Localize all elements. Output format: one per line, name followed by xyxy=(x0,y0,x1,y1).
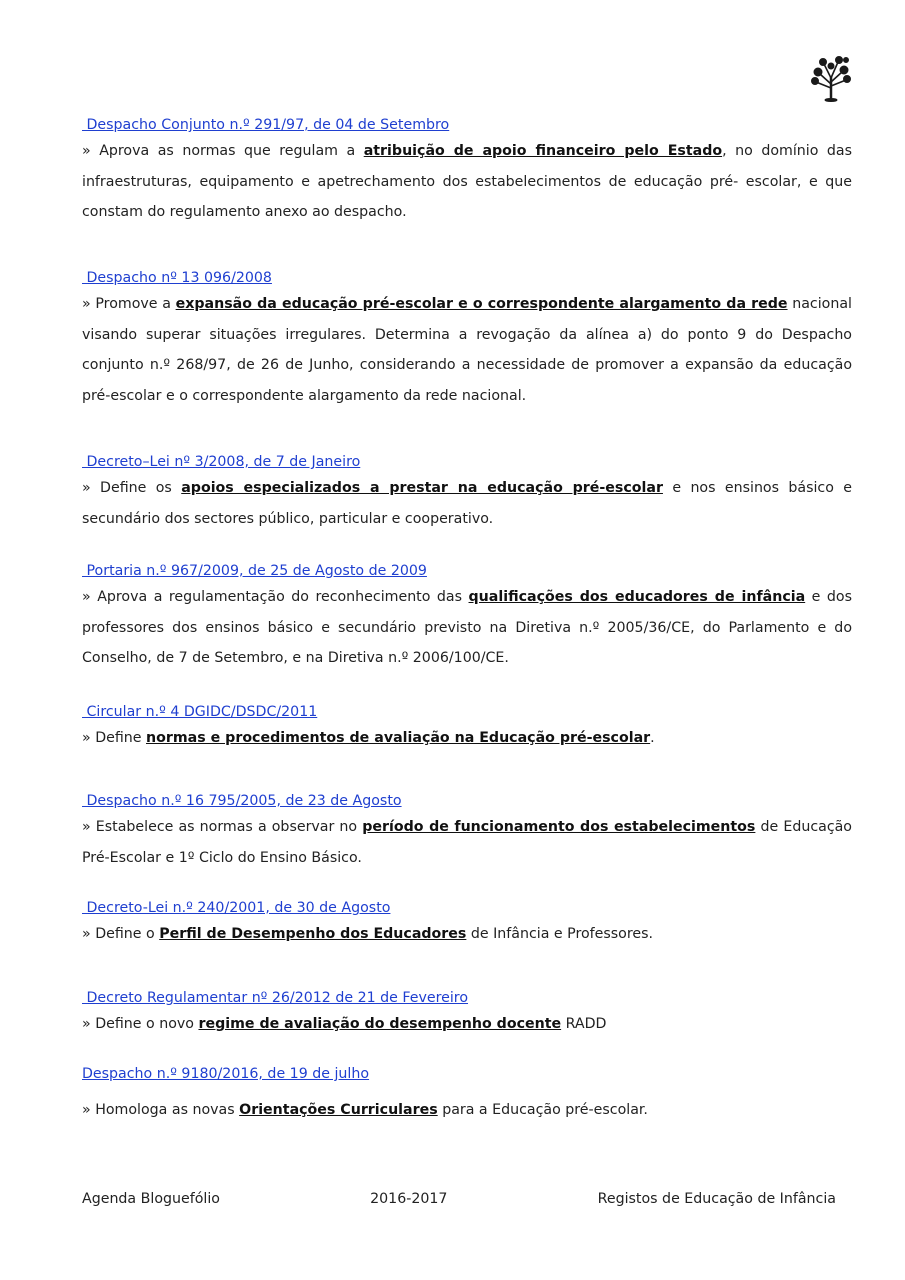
legislation-description: » Aprova as normas que regulam a atribuição de apoio financeiro pelo Estado, no domínio das infraestruturas, equipamento e apetrechamento dos estabelecimentos de educação pré- escolar, e que constam do regulamento anexo ao despacho. xyxy=(82,143,853,220)
legislation-description: » Estabelece as normas a observar no período de funcionamento dos estabelecimentos de Educação Pré-Escolar e 1º Ciclo do Ensino Básico. xyxy=(82,819,852,866)
legislation-description: » Define o Perfil de Desempenho dos Educadores de Infância e Professores. xyxy=(82,926,653,942)
footer-left: Agenda Bloguefólio xyxy=(82,1191,220,1207)
legislation-link[interactable]: Decreto–Lei nº 3/2008, de 7 de Janeiro xyxy=(82,454,361,470)
legislation-entry xyxy=(82,701,852,754)
page-footer xyxy=(82,1191,836,1207)
legislation-link[interactable]: Despacho n.º 16 795/2005, de 23 de Agosto xyxy=(82,793,402,809)
legislation-entry xyxy=(82,790,852,873)
footer-center: 2016-2017 xyxy=(370,1191,448,1207)
legislation-entry xyxy=(82,114,852,228)
legislation-description: » Define os apoios especializados a prestar na educação pré-escolar e nos ensinos básico e secundário dos sectores público, particular e cooperativo. xyxy=(82,480,853,527)
legislation-entry xyxy=(82,267,852,411)
legislation-entry xyxy=(82,987,852,1040)
legislation-entry xyxy=(82,897,852,950)
legislation-link[interactable]: Despacho Conjunto n.º 291/97, de 04 de Setembro xyxy=(82,117,450,133)
legislation-link[interactable]: Despacho n.º 9180/2016, de 19 de julho xyxy=(82,1066,370,1082)
legislation-entry xyxy=(82,451,852,534)
legislation-entry xyxy=(82,1063,852,1126)
legislation-description: » Define normas e procedimentos de avaliação na Educação pré-escolar. xyxy=(82,730,655,746)
footer-right: Registos de Educação de Infância xyxy=(597,1191,836,1207)
legislation-description: » Aprova a regulamentação do reconhecimento das qualificações dos educadores de infância e dos professores dos ensinos básico e secundário previsto na Diretiva n.º 2005/36/CE, do Parlamento e do Conselho, de 7 de Setembro, e na Diretiva n.º 2006/100/CE. xyxy=(82,589,852,666)
legislation-description: » Homologa as novas Orientações Curriculares para a Educação pré-escolar. xyxy=(82,1102,648,1118)
tree-logo-icon xyxy=(806,52,856,102)
legislation-link[interactable]: Despacho nº 13 096/2008 xyxy=(82,270,272,286)
legislation-entry xyxy=(82,560,852,674)
legislation-description: » Promove a expansão da educação pré-escolar e o correspondente alargamento da rede nacional visando superar situações irregulares. Determina a revogação da alínea a) do ponto 9 do Despacho conjunto n.º 268/97, de 26 de Junho, considerando a necessidade de promover a expansão da educação pré-escolar e o correspondente alargamento da rede nacional. xyxy=(82,296,852,404)
legislation-description: » Define o novo regime de avaliação do desempenho docente RADD xyxy=(82,1016,607,1032)
legislation-link[interactable]: Portaria n.º 967/2009, de 25 de Agosto de 2009 xyxy=(82,563,427,579)
legislation-link[interactable]: Circular n.º 4 DGIDC/DSDC/2011 xyxy=(82,704,318,720)
legislation-link[interactable]: Decreto-Lei n.º 240/2001, de 30 de Agosto xyxy=(82,900,391,916)
legislation-link[interactable]: Decreto Regulamentar nº 26/2012 de 21 de Fevereiro xyxy=(82,990,469,1006)
